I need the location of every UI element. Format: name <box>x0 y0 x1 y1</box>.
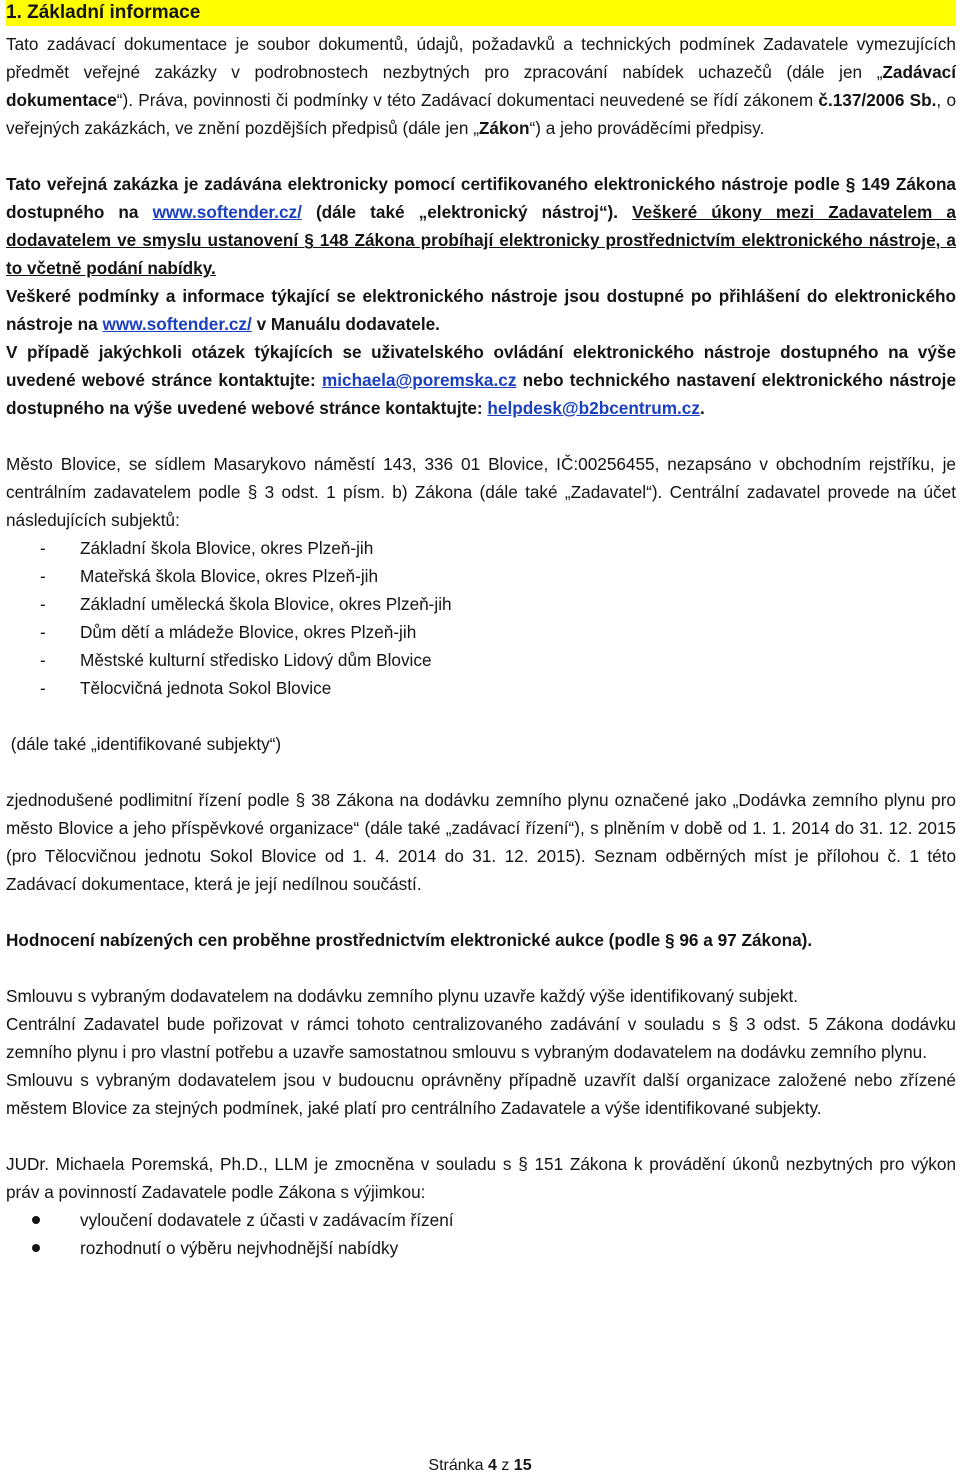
list-item <box>6 1206 956 1234</box>
electronic-text-7: . <box>699 398 705 418</box>
contract-paragraph-2: Centrální Zadavatel bude pořizovat v rámci tohoto centralizovaného zadávání v souladu s § 3 odst. 5 Zákona dodávku zemního plynu i pro vlastní potřebu a uzavře samostatnou smlouvu s vybraným dodavatelem na dodávku zemního plynu. <box>6 1014 956 1062</box>
term-zadavaci-dokumentace: Zadávací dokumentace <box>6 62 956 110</box>
contract-paragraph-1: Smlouvu s vybraným dodavatelem na dodávku zemního plynu uzavře každý výše identifikovaný subjekt. <box>6 986 798 1006</box>
section-heading: 1. Základní informace <box>6 0 956 26</box>
footer-separator: z <box>496 1457 514 1474</box>
electronic-text-underlined: Veškeré úkony mezi Zadavatelem a dodavatelem ve smyslu ustanovení § 148 Zákona probíhají elektronicky prostřednictvím elektronického nástroje, a to včetně podání nabídky. <box>6 202 956 278</box>
electronic-text-2: (dále také „elektronický nástroj“). <box>301 202 633 222</box>
current-page-number: 4 <box>488 1457 497 1474</box>
list-item: - Dům dětí a mládeže Blovice, okres Plzeň-jih <box>6 618 956 646</box>
electronic-text-3: Veškeré podmínky a informace týkající se elektronického nástroje jsou dostupné po přihlášení do elektronického nástroje na <box>6 286 956 334</box>
bullet-icon <box>32 1244 40 1252</box>
electronic-text-1: Tato veřejná zakázka je zadávána elektronicky pomocí certifikovaného elektronického nástroje podle § 149 Zákona dostupného na <box>6 174 956 222</box>
authorization-paragraph: JUDr. Michaela Poremská, Ph.D., LLM je zmocněna v souladu s § 151 Zákona k provádění úkonů nezbytných pro výkon práv a povinností Zadavatele podle Zákona s výjimkou: <box>6 1154 956 1202</box>
list-item: - Základní umělecká škola Blovice, okres Plzeň-jih <box>6 590 956 618</box>
list-item-label: vyloučení dodavatele z účasti v zadávacím řízení <box>80 1210 454 1230</box>
email-link-helpdesk[interactable]: helpdesk@b2bcentrum.cz <box>487 398 700 418</box>
subjects-list <box>6 534 956 702</box>
electronic-text-5: V případě jakýchkoli otázek týkajících se uživatelského ovládání elektronického nástroje dostupného na výše uvedené webové stránce kontaktujte: <box>6 342 956 390</box>
page-footer <box>0 1452 960 1480</box>
list-item <box>6 1234 956 1262</box>
list-item: - Mateřská škola Blovice, okres Plzeň-jih <box>6 562 956 590</box>
term-zakon: Zákon <box>478 118 530 138</box>
intro-text-1: Tato zadávací dokumentace je soubor dokumentů, údajů, požadavků a technických podmínek Zadavatele vymezujících předmět veřejné zakázky v podrobnostech nezbytných pro zpracování nabídek uchazečů (dále jen „ <box>6 34 956 82</box>
total-pages: 15 <box>513 1457 532 1474</box>
bullet-icon <box>32 1216 40 1224</box>
email-link-poremska[interactable]: michaela@poremska.cz <box>321 370 517 390</box>
intro-text-4: “) a jeho prováděcími předpisy. <box>529 118 765 138</box>
central-authority-paragraph: Město Blovice, se sídlem Masarykovo náměstí 143, 336 01 Blovice, IČ:00256455, nezapsáno v obchodním rejstříku, je centrálním zadavatelem podle § 3 odst. 1 písm. b) Zákona (dále také „Zadavatel“). Centrální zadavatel provede na účet následujících subjektů: <box>6 454 956 530</box>
softender-link-2[interactable]: www.softender.cz/ <box>102 314 252 334</box>
footer-prefix: Stránka <box>428 1457 488 1474</box>
electronic-text-4: v Manuálu dodavatele. <box>251 314 440 334</box>
electronic-tool-paragraph <box>6 170 956 422</box>
electronic-text-6: nebo technického nastavení elektronického nástroje dostupného na výše uvedené webové stránce kontaktujte: <box>6 370 956 418</box>
intro-paragraph <box>6 30 956 142</box>
list-item-label: rozhodnutí o výběru nejvhodnější nabídky <box>80 1238 399 1258</box>
list-item: - Městské kulturní středisko Lidový dům Blovice <box>6 646 956 674</box>
list-item: - Tělocvičná jednota Sokol Blovice <box>6 674 956 702</box>
intro-text-2: “). Práva, povinnosti či podmínky v této Zadávací dokumentaci neuvedené se řídí zákonem <box>116 90 819 110</box>
contract-paragraph-3: Smlouvu s vybraným dodavatelem jsou v budoucnu oprávněny případně uzavřít další organizace založené nebo zřízené městem Blovice za stejných podmínek, jaké platí pro centrálního Zadavatele a výše identifikované subjekty. <box>6 1070 956 1118</box>
list-item: - Základní škola Blovice, okres Plzeň-jih <box>6 534 956 562</box>
law-reference: č.137/2006 Sb. <box>818 90 937 110</box>
intro-text-3: , o veřejných zakázkách, ve znění pozdějších předpisů (dále jen „ <box>6 90 957 138</box>
auction-paragraph: Hodnocení nabízených cen proběhne prostřednictvím elektronické aukce (podle § 96 a 97 Zákona). <box>6 930 813 950</box>
identified-subjects-note: (dále také „identifikované subjekty“) <box>6 734 282 754</box>
procedure-paragraph: zjednodušené podlimitní řízení podle § 38 Zákona na dodávku zemního plynu označené jako „Dodávka zemního plynu pro město Blovice a jeho příspěvkové organizace“ (dále také „zadávací řízení“), s plněním v době od 1. 1. 2014 do 31. 12. 2015 (pro Tělocvičnou jednotu Sokol Blovice od 1. 4. 2014 do 31. 12. 2015). Seznam odběrných míst je přílohou č. 1 této Zadávací dokumentace, která je její nedílnou součástí. <box>6 790 956 894</box>
softender-link-1[interactable]: www.softender.cz/ <box>152 202 302 222</box>
exceptions-list <box>6 1206 956 1262</box>
document-page <box>6 0 956 1262</box>
